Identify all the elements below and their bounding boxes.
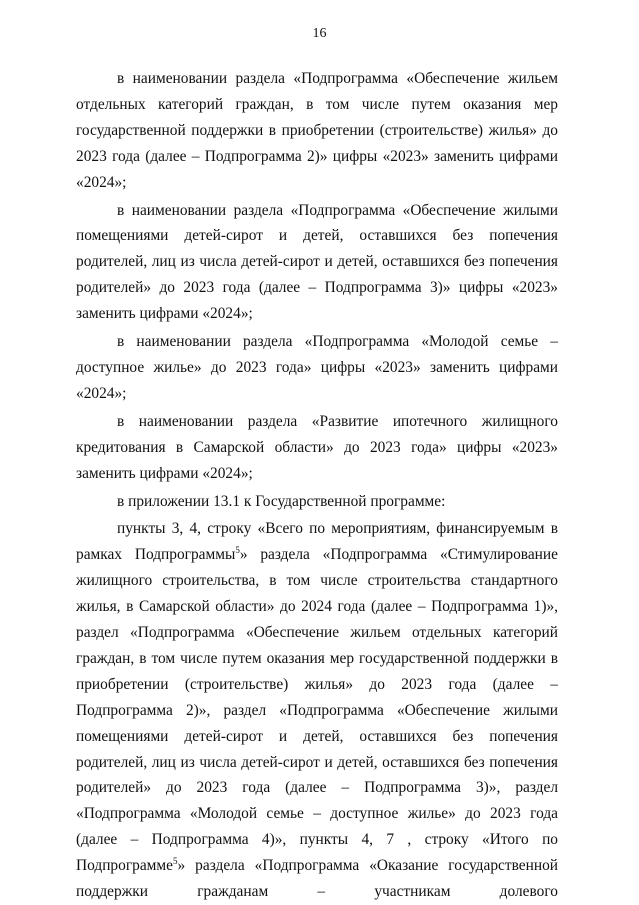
paragraph-2: в наименовании раздела «Подпрограмма «Обеспечение жилыми помещениями детей-сирот и детей, оставшихся без попечения родителей, лиц из числа детей-сирот и детей, оставшихся без попечения родителей» до 2023 года (далее – Подпрограмма 3)» цифры «2023» заменить цифрами «2024»; [76, 201, 558, 323]
paragraph-6-part-3: » раздела «Подпрограмма «Оказание государственной поддержки гражданам – участникам долевого [76, 857, 558, 901]
paragraph-6-part-2: » раздела «Подпрограмма «Стимулирование жилищного строительства, в том числе строительства стандартного жилья, в Самарской области» до 2024 года (далее – Подпрограмма 1)», раздел «Подпрограмма «Обеспечение жильем отдельных категорий граждан, в том числе путем оказания мер государственной поддержки в приобретении (строительстве) жилья» до 2023 года (далее – Подпрограмма 2)», раздел «Подпрограмма «Обеспечение жилыми помещениями детей-сирот и детей, оставшихся без попечения родителей, лиц из числа детей-сирот и детей, оставшихся без попечения родителей» до 2023 года (далее – Подпрограмма 3)», раздел «Подпрограмма «Молодой семье – доступное жилье» до 2023 года (далее – Подпрограмма 4)», пункты 4, 7 , строку «Итого по Подпрограмме [76, 546, 558, 875]
page-number: 16 [312, 26, 327, 41]
paragraph-6 [76, 516, 558, 905]
document-body [76, 66, 558, 905]
paragraph-3: в наименовании раздела «Подпрограмма «Молодой семье – доступное жилье» до 2023 года» цифры «2023» заменить цифрами «2024»; [76, 333, 558, 402]
paragraph-5: в приложении 13.1 к Государственной программе: [117, 492, 446, 510]
footnote-mark-2: 5 [172, 856, 178, 867]
paragraph-4: в наименовании раздела «Развитие ипотечного жилищного кредитования в Самарской области» до 2023 года» цифры «2023» заменить цифрами «2024»; [76, 412, 558, 482]
footnote-mark-1: 5 [235, 545, 240, 556]
paragraph-1: в наименовании раздела «Подпрограмма «Обеспечение жильем отдельных категорий граждан, в том числе путем оказания мер государственной поддержки в приобретении (строительстве) жилья» до 2023 года (далее – Подпрограмма 2)» цифры «2023» заменить цифрами «2024»; [76, 70, 558, 191]
paragraph-6-part-1: пункты 3, 4, строку «Всего по мероприятиям, финансируемым в рамках Подпрограммы [76, 520, 558, 564]
